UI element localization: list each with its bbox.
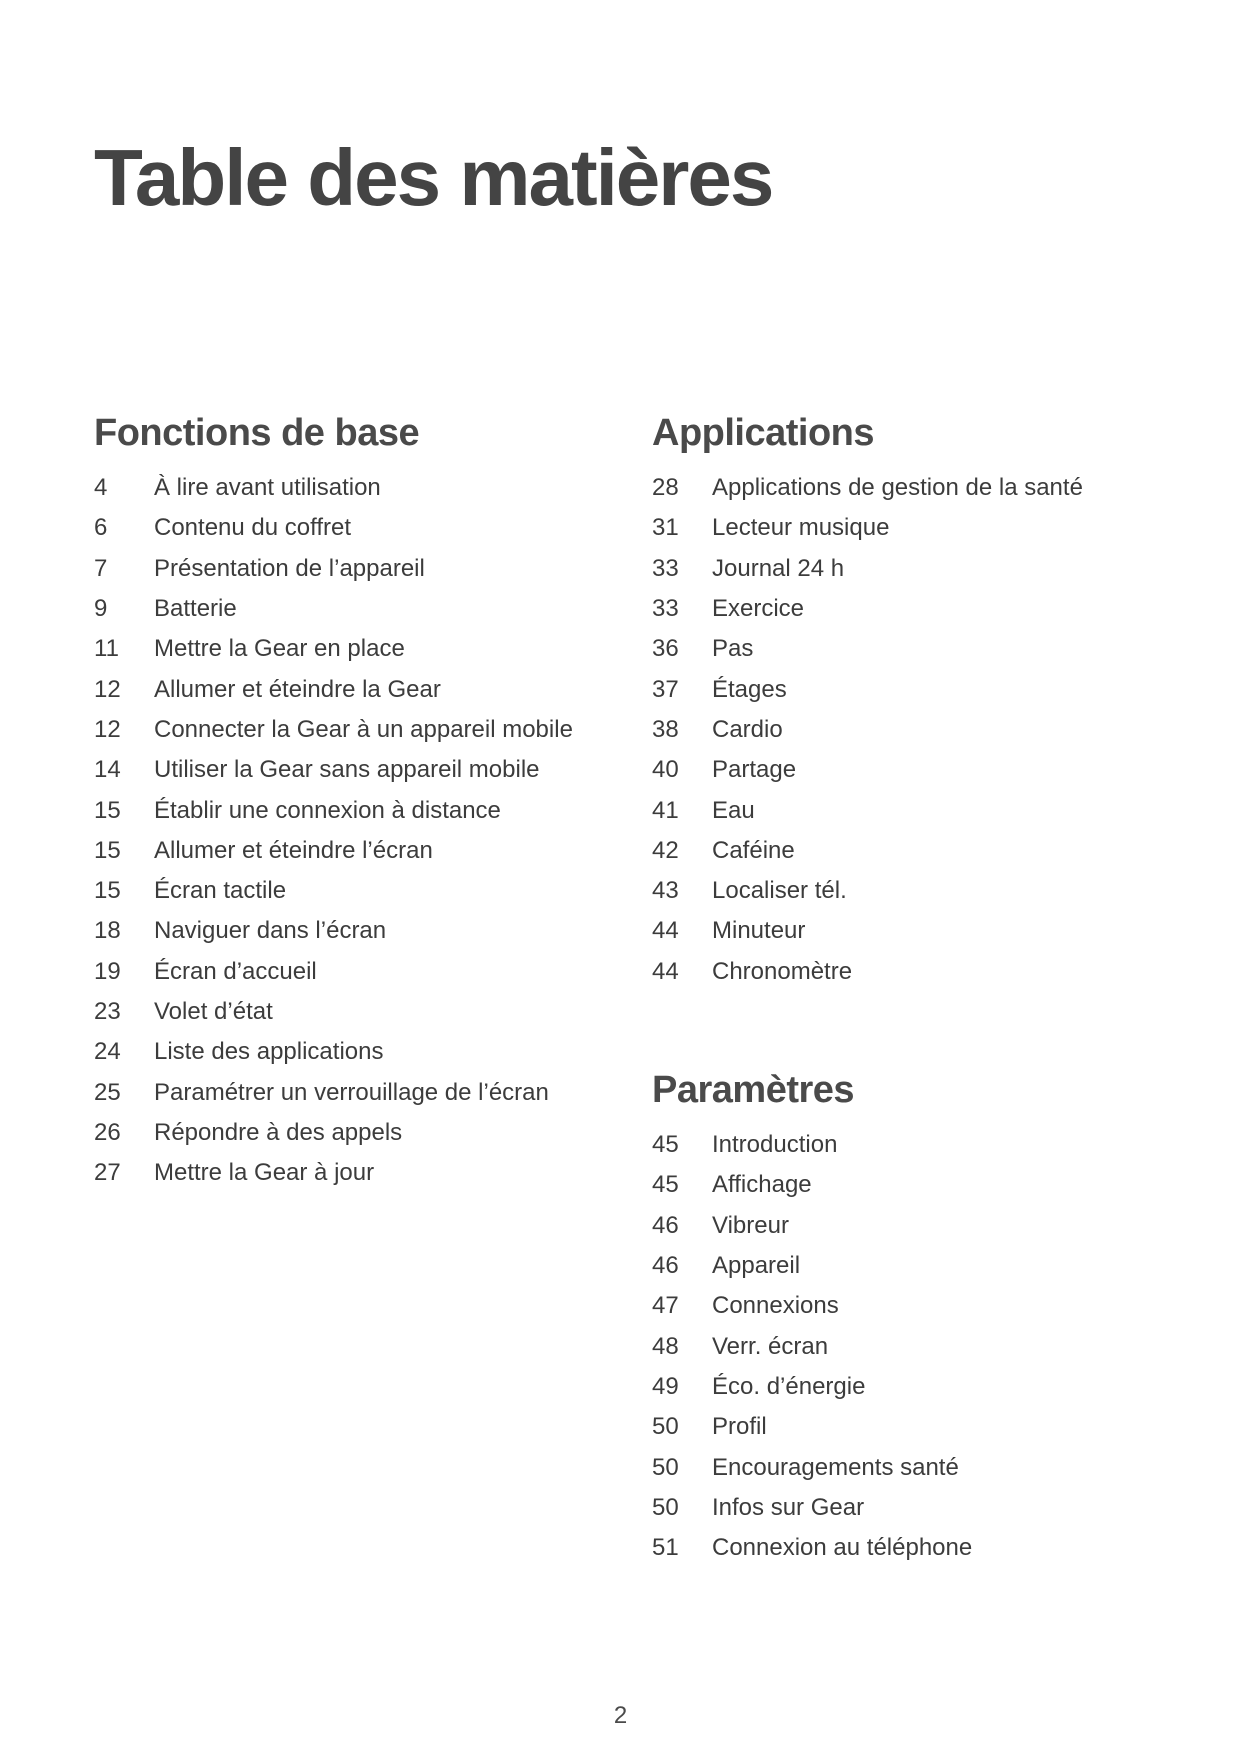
toc-entry-label: Minuteur	[712, 917, 806, 945]
toc-entry[interactable]	[94, 549, 614, 589]
toc-entry[interactable]	[94, 911, 614, 951]
toc-entry[interactable]	[652, 508, 1192, 548]
toc-page-number: 36	[652, 635, 679, 663]
toc-entry[interactable]	[652, 790, 1192, 830]
toc-entry[interactable]	[652, 952, 1192, 992]
toc-entry-label: Verr. écran	[712, 1332, 829, 1360]
toc-entry-label: Profil	[712, 1413, 767, 1441]
toc-entry[interactable]	[652, 669, 1192, 709]
toc-page-number: 44	[652, 917, 679, 945]
toc-entry[interactable]	[94, 992, 614, 1032]
toc-page-number: 11	[94, 635, 119, 663]
toc-entry[interactable]	[94, 1153, 614, 1193]
toc-entry-label: Chronomètre	[712, 957, 853, 985]
toc-entry[interactable]	[652, 1246, 1192, 1286]
toc-entry-label: Lecteur musique	[712, 514, 890, 542]
toc-page-number: 7	[94, 554, 108, 582]
toc-page-number: 48	[652, 1332, 679, 1360]
toc-page-number: 9	[94, 595, 108, 623]
toc-entry[interactable]	[652, 1367, 1192, 1407]
toc-entry-label: Contenu du coffret	[154, 514, 352, 542]
toc-entry-label: Pas	[712, 635, 754, 663]
toc-entry[interactable]	[94, 871, 614, 911]
toc-page-number: 44	[652, 957, 679, 985]
toc-entry-label: Partage	[712, 756, 797, 784]
toc-entry-label: Liste des applications	[154, 1038, 384, 1066]
toc-entry-label: Allumer et éteindre la Gear	[154, 675, 441, 703]
toc-page-number: 51	[652, 1534, 679, 1562]
toc-page-number: 45	[652, 1131, 679, 1159]
toc-entry[interactable]	[652, 589, 1192, 629]
toc-entry[interactable]	[652, 911, 1192, 951]
toc-entry-label: Appareil	[712, 1252, 801, 1280]
toc-entry-label: Encouragements santé	[712, 1453, 959, 1481]
toc-entry[interactable]	[652, 629, 1192, 669]
toc-page-number: 33	[652, 595, 679, 623]
toc-entry-label: Allumer et éteindre l’écran	[154, 836, 433, 864]
toc-entry[interactable]	[652, 1528, 1192, 1568]
toc-entry-label: Répondre à des appels	[154, 1118, 403, 1146]
toc-page-number: 26	[94, 1118, 121, 1146]
toc-entry[interactable]	[652, 1206, 1192, 1246]
toc-entry-label: Batterie	[154, 595, 237, 623]
toc-entry-label: Infos sur Gear	[712, 1493, 865, 1521]
toc-entry-label: Vibreur	[712, 1211, 789, 1239]
toc-page-number: 4	[94, 474, 108, 502]
toc-entry[interactable]	[94, 790, 614, 830]
toc-page-number: 6	[94, 514, 108, 542]
toc-list	[652, 468, 1192, 992]
toc-entry-label: Affichage	[712, 1171, 812, 1199]
toc-entry-label: Écran tactile	[154, 877, 287, 905]
toc-entry-label: Volet d’état	[154, 998, 273, 1025]
toc-entry-label: Cardio	[712, 715, 783, 743]
toc-entry-label: Établir une connexion à distance	[154, 796, 501, 824]
toc-entry-label: Localiser tél.	[712, 877, 847, 905]
toc-entry[interactable]	[94, 468, 614, 508]
toc-entry-label: Utiliser la Gear sans appareil mobile	[154, 756, 540, 784]
toc-entry[interactable]	[94, 669, 614, 709]
section-fonctions-de-base	[94, 410, 614, 1193]
toc-entry[interactable]	[652, 1407, 1192, 1447]
toc-entry-label: Éco. d’énergie	[712, 1372, 866, 1400]
toc-page-number: 46	[652, 1252, 679, 1280]
toc-entry-label: Applications de gestion de la santé	[712, 474, 1083, 502]
section-parametres	[652, 1067, 1192, 1568]
toc-entry-label: Journal 24 h	[712, 554, 845, 582]
toc-entry[interactable]	[652, 1165, 1192, 1205]
toc-list	[652, 1125, 1192, 1568]
toc-page-number: 50	[652, 1453, 679, 1481]
toc-page-number: 18	[94, 917, 121, 945]
toc-page-number: 50	[652, 1413, 679, 1441]
toc-page-number: 19	[94, 957, 121, 985]
toc-entry[interactable]	[652, 1286, 1192, 1326]
toc-entry[interactable]	[94, 589, 614, 629]
page-number: 2	[613, 1702, 628, 1729]
toc-entry[interactable]	[94, 710, 614, 750]
toc-entry-label: Présentation de l’appareil	[154, 554, 425, 582]
toc-entry[interactable]	[652, 468, 1192, 508]
toc-entry[interactable]	[94, 1072, 614, 1112]
toc-page-number: 12	[94, 715, 121, 743]
section-heading: Applications	[652, 412, 875, 454]
page-title: Table des matières	[94, 133, 773, 222]
toc-entry[interactable]	[652, 710, 1192, 750]
toc-page-number: 31	[652, 514, 679, 542]
toc-page-number: 46	[652, 1211, 679, 1239]
toc-page-number: 43	[652, 877, 679, 905]
toc-entry[interactable]	[94, 1113, 614, 1153]
toc-entry[interactable]	[652, 1488, 1192, 1528]
toc-entry-label: Eau	[712, 796, 755, 824]
toc-entry[interactable]	[652, 831, 1192, 871]
toc-page-number: 24	[94, 1038, 121, 1066]
toc-entry[interactable]	[94, 508, 614, 548]
toc-entry[interactable]	[652, 750, 1192, 790]
toc-entry-label: Connexion au téléphone	[712, 1534, 973, 1562]
section-applications	[652, 410, 1192, 992]
section-heading: Paramètres	[652, 1069, 855, 1111]
toc-list	[94, 468, 614, 1193]
toc-page-number: 15	[94, 877, 121, 905]
toc-entry[interactable]	[94, 629, 614, 669]
toc-entry-label: Paramétrer un verrouillage de l’écran	[154, 1078, 549, 1106]
toc-entry[interactable]	[94, 831, 614, 871]
toc-entry-label: À lire avant utilisation	[154, 474, 381, 502]
toc-entry[interactable]	[652, 1125, 1192, 1165]
toc-page-number: 41	[652, 796, 679, 824]
toc-page-number: 15	[94, 796, 121, 824]
toc-page-number: 45	[652, 1171, 679, 1199]
toc-entry[interactable]	[652, 1326, 1192, 1366]
toc-entry[interactable]	[94, 1032, 614, 1072]
toc-entry[interactable]	[652, 549, 1192, 589]
toc-entry[interactable]	[94, 750, 614, 790]
toc-entry-label: Mettre la Gear en place	[154, 635, 405, 663]
toc-page-number: 23	[94, 998, 121, 1025]
toc-page-number: 14	[94, 756, 121, 784]
toc-entry[interactable]	[652, 871, 1192, 911]
toc-entry-label: Connexions	[712, 1292, 839, 1320]
toc-entry[interactable]	[652, 1447, 1192, 1487]
toc-entry-label: Introduction	[712, 1131, 838, 1159]
toc-page-number: 33	[652, 554, 679, 582]
toc-page-number: 47	[652, 1292, 679, 1320]
toc-entry-label: Écran d’accueil	[154, 957, 317, 985]
toc-entry-label: Connecter la Gear à un appareil mobile	[154, 715, 573, 743]
toc-page-number: 50	[652, 1493, 679, 1521]
toc-entry-label: Caféine	[712, 836, 795, 864]
toc-page-number: 12	[94, 675, 121, 703]
toc-entry[interactable]	[94, 952, 614, 992]
toc-page-number: 49	[652, 1372, 679, 1400]
toc-page-number: 37	[652, 675, 679, 703]
toc-entry-label: Exercice	[712, 595, 805, 623]
toc-entry-label: Naviguer dans l’écran	[154, 917, 387, 945]
toc-page-number: 15	[94, 836, 121, 864]
toc-page-number: 27	[94, 1159, 121, 1187]
toc-page-number: 25	[94, 1078, 121, 1106]
toc-entry-label: Étages	[712, 675, 787, 703]
toc-page-number: 42	[652, 836, 679, 864]
toc-entry-label: Mettre la Gear à jour	[154, 1159, 375, 1187]
toc-page-number: 38	[652, 715, 679, 743]
toc-page-number: 28	[652, 474, 679, 502]
section-heading: Fonctions de base	[94, 412, 420, 454]
toc-page-number: 40	[652, 756, 679, 784]
